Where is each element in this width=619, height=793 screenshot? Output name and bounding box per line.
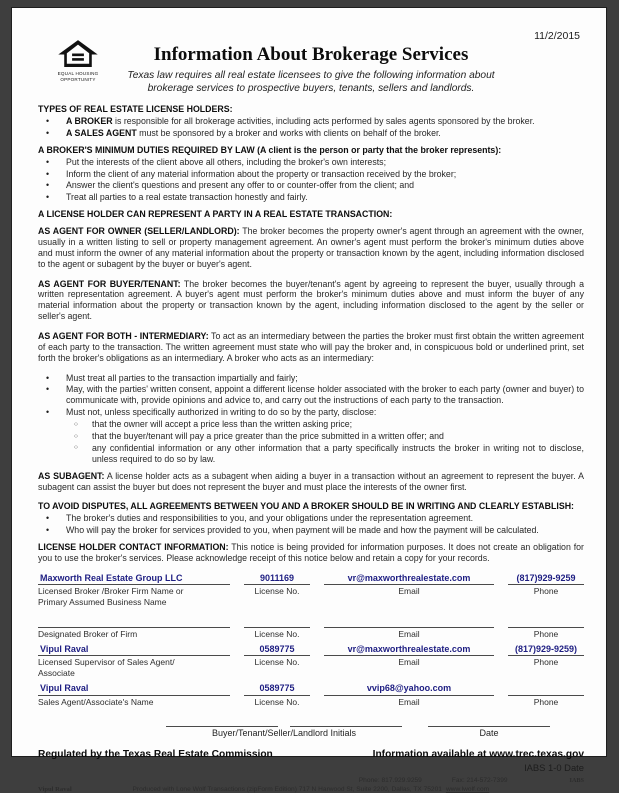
field-label: Phone (533, 586, 559, 597)
acknowledgment-block (166, 716, 584, 738)
list-item (46, 169, 584, 180)
bullet-text: that the buyer/tenant will pay a price greater than the price submitted in a written offer; and (92, 431, 444, 442)
designated-broker-name-field[interactable] (38, 616, 230, 628)
paragraph-contact-information: LICENSE HOLDER CONTACT INFORMATION: This notice is being provided for information purposes. It does not create an obligation for you to use the broker's services. Please acknowledge receipt of this notice below and retain a copy for your records. (38, 542, 584, 563)
bullet-icon: • (46, 115, 50, 126)
field-label: Primary Assumed Business Name (38, 597, 167, 608)
paragraph-agent-for-owner: AS AGENT FOR OWNER (SELLER/LANDLORD): The broker becomes the property owner's agent through an agreement with the owner, usually in a written listing to sell or property management agreement. An owner's agent must perform the broker's minimum duties above and must inform the owner of any material information about the property or transaction known by the agent, including information disclosed to the agent or subagent by the buyer or buyer's agent. (38, 226, 584, 269)
bullet-text: The broker's duties and responsibilities to you, and your obligations under the representation agreement. (66, 513, 474, 524)
form-date: 11/2/2015 (534, 30, 580, 42)
designated-broker-email-field[interactable] (324, 616, 494, 628)
section-heading: A BROKER'S MINIMUM DUTIES REQUIRED BY LAW (A client is the person or party that the broker represents): (38, 144, 502, 155)
circle-bullet-icon: ○ (74, 432, 78, 440)
preparer-name: Vipul Raval (38, 785, 72, 793)
list-item (46, 128, 584, 139)
broker-firm-name-field[interactable]: Maxworth Real Estate Group LLC (38, 573, 230, 585)
lwolf-link[interactable]: www.lwolf.com (445, 785, 490, 793)
bullet-text: Answer the client's questions and present any offer to or counter-offer from the client; and (66, 180, 415, 191)
list-item (46, 157, 584, 168)
bullet-icon: • (46, 192, 50, 203)
bullet-text: A SALES AGENT must be sponsored by a broker and works with clients on behalf of the broker. (66, 127, 441, 138)
footer-produced-line (38, 786, 584, 793)
field-label: Licensed Supervisor of Sales Agent/ (38, 657, 175, 668)
form-header (38, 22, 584, 98)
field-label: Sales Agent/Associate's Name (38, 696, 154, 707)
bullet-icon: • (46, 180, 50, 191)
bullet-icon: • (46, 525, 50, 536)
broker-license-field[interactable]: 9011169 (244, 573, 310, 585)
field-label: Email (398, 657, 420, 668)
field-label: Email (398, 696, 420, 707)
equal-housing-text-line2: OPPORTUNITY (60, 76, 96, 82)
sub-list-item (74, 419, 584, 430)
field-label: Associate (38, 668, 75, 679)
field-label: License No. (254, 629, 300, 640)
section-represent-party (38, 209, 584, 220)
bullet-text: Put the interests of the client above all others, including the broker's own interests; (66, 156, 387, 167)
form-code: IABS 1-0 Date (524, 761, 584, 773)
equal-housing-logo (50, 38, 106, 82)
field-label: Phone (533, 629, 559, 640)
bullet-text: that the owner will accept a price less than the written asking price; (92, 419, 353, 430)
list-item (46, 192, 584, 203)
designated-broker-license-field[interactable] (244, 616, 310, 628)
sales-agent-license-field[interactable]: 0589775 (244, 683, 310, 695)
list-item (46, 384, 584, 406)
initials-label: Buyer/Tenant/Seller/Landlord Initials (211, 727, 357, 738)
footer-contact-line (38, 777, 584, 784)
equal-housing-text-line1: EQUAL HOUSING (57, 71, 99, 76)
list-item (46, 525, 584, 536)
form-subtitle (38, 69, 584, 95)
subtitle-line-1: Texas law requires all real estate licensees to give the following information about (127, 70, 495, 81)
table-row (38, 683, 584, 706)
supervisor-email-field[interactable]: vr@maxworthrealestate.com (324, 644, 494, 656)
section-license-holder-types (38, 104, 584, 139)
bullet-text: May, with the parties' written consent, appoint a different license holder associated with the broker to each party (owner and buyer) to communicate with, provide opinions and advice to, and carry out the instructions of each party to the transaction. (66, 384, 584, 406)
table-row (38, 616, 584, 639)
field-label: Phone (533, 696, 559, 707)
info-available-link[interactable]: Information available at www.trec.texas.gov (372, 748, 584, 760)
footer-iabs-tag: IABS (569, 776, 584, 784)
paragraph-agent-for-buyer: AS AGENT FOR BUYER/TENANT: The broker becomes the buyer/tenant's agent by agreeing to represent the buyer, usually through a written representation agreement. A buyer's agent must perform the broker's minimum duties above and must inform the buyer of any material information about the property or transaction known by the agent, including information disclosed to the agent by the seller or seller's agent. (38, 278, 584, 322)
paragraph-intermediary: AS AGENT FOR BOTH - INTERMEDIARY: To act as an intermediary between the parties the broker must first obtain the written agreement of each party to the transaction. The written agreement must state who will pay the broker and, in conspicuous bold or underlined print, set forth the broker's obligations as an intermediary. A broker who acts as an intermediary: (38, 331, 584, 363)
supervisor-license-field[interactable]: 0589775 (244, 644, 310, 656)
bullet-icon: • (46, 372, 50, 383)
bullet-icon: • (46, 384, 50, 395)
license-holder-contact-table (38, 573, 584, 707)
bullet-text: Must treat all parties to the transaction impartially and fairly; (66, 372, 298, 383)
table-row (38, 644, 584, 678)
broker-phone-field[interactable]: (817)929-9259 (508, 573, 584, 585)
field-label: Email (398, 629, 420, 640)
regulatory-footer (38, 749, 584, 760)
bullet-text: Who will pay the broker for services provided to you, when payment will be made and how the payment will be calculated. (66, 525, 539, 536)
table-row (38, 573, 584, 607)
section-heading: A LICENSE HOLDER CAN REPRESENT A PARTY IN A REAL ESTATE TRANSACTION: (38, 209, 393, 220)
designated-broker-phone-field[interactable] (508, 616, 584, 628)
field-label: Email (398, 586, 420, 597)
bullet-text: Inform the client of any material information about the property or transaction received by the broker; (66, 168, 457, 179)
footer-phone: Phone: 817.929.9259 (358, 776, 422, 784)
list-item (46, 407, 584, 418)
section-agent-for-both (38, 331, 584, 465)
field-label: Phone (533, 657, 559, 668)
sales-agent-phone-field[interactable] (508, 683, 584, 695)
circle-bullet-icon: ○ (74, 420, 78, 428)
circle-bullet-icon: ○ (74, 444, 78, 452)
initials-signature-line[interactable] (166, 716, 278, 727)
sub-list-item (74, 431, 584, 442)
sales-agent-name-field[interactable]: Vipul Raval (38, 683, 230, 695)
date-label: Date (479, 727, 499, 738)
list-item (46, 373, 584, 384)
field-label: Licensed Broker /Broker Firm Name or (38, 586, 184, 597)
bullet-text: any confidential information or any other information that a party specifically instructs the broker in writing not to disclose, unless required to do so by law. (92, 442, 584, 464)
list-item (46, 180, 584, 191)
bullet-icon: • (46, 156, 50, 167)
section-avoid-disputes (38, 501, 584, 536)
section-heading: TYPES OF REAL ESTATE LICENSE HOLDERS: (38, 104, 233, 114)
subtitle-line-2: brokerage services to prospective buyers, tenants, sellers and landlords. (147, 83, 475, 95)
list-item (46, 513, 584, 524)
bullet-icon: • (46, 513, 50, 524)
page-title: Information About Brokerage Services (153, 44, 469, 65)
field-label: Designated Broker of Firm (38, 629, 138, 640)
section-broker-minimum-duties (38, 145, 584, 204)
regulated-by-text: Regulated by the Texas Real Estate Commission (38, 748, 273, 760)
field-label: License No. (254, 657, 300, 668)
field-label: License No. (254, 696, 300, 707)
bullet-text: Must not, unless specifically authorized in writing to do so by the party, disclose: (66, 407, 377, 418)
field-label: License No. (254, 586, 300, 597)
footer-fax: Fax: 214-572-7399 (451, 776, 508, 784)
sales-agent-email-field[interactable]: vvip68@yahoo.com (324, 683, 494, 695)
sub-list-item (74, 443, 584, 465)
bullet-icon: • (46, 407, 50, 418)
bullet-text: Treat all parties to a real estate transaction honestly and fairly. (66, 192, 308, 203)
supervisor-phone-field[interactable]: (817)929-9259) (508, 644, 584, 656)
broker-email-field[interactable]: vr@maxworthrealestate.com (324, 573, 494, 585)
list-item (46, 116, 584, 127)
produced-with-text: Produced with Lone Wolf Transactions (zipForm Edition) 717 N Harwood St, Suite 2200, Dallas, TX 75201 www.lwolf.com (132, 785, 490, 793)
bullet-icon: • (46, 127, 50, 138)
supervisor-name-field[interactable]: Vipul Raval (38, 644, 230, 656)
bullet-text: A BROKER is responsible for all brokerage activities, including acts performed by sales agents sponsored by the broker. (66, 115, 535, 126)
initials-signature-line[interactable] (290, 716, 402, 727)
paragraph-subagent: AS SUBAGENT: A license holder acts as a subagent when aiding a buyer in a transaction without an agreement to represent the buyer. A subagent can assist the buyer but does not represent the buyer and must place the interests of the owner first. (38, 470, 584, 492)
equal-housing-icon (50, 38, 106, 71)
section-heading: TO AVOID DISPUTES, ALL AGREEMENTS BETWEEN YOU AND A BROKER SHOULD BE IN WRITING AND CLEARLY ESTABLISH: (38, 501, 574, 512)
date-signature-line[interactable] (428, 716, 550, 727)
bullet-icon: • (46, 168, 50, 179)
iabs-form-page (11, 7, 607, 793)
